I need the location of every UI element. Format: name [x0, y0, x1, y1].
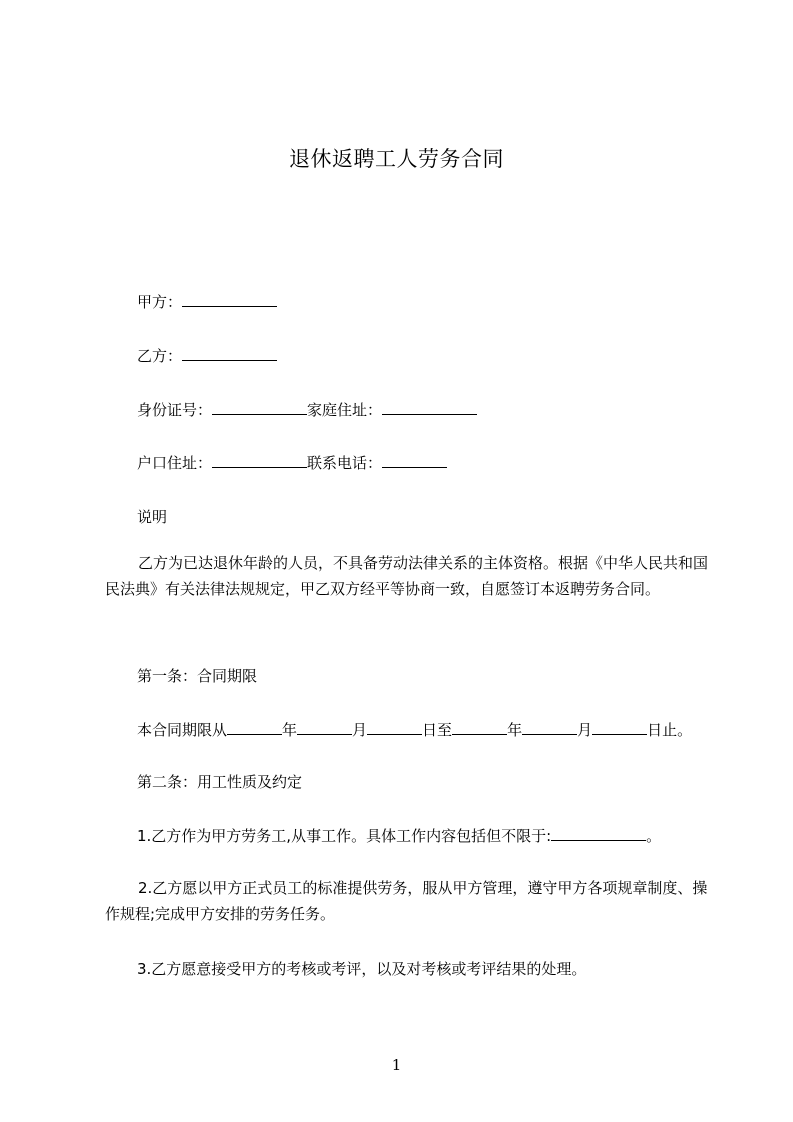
clause3-line: 3.乙方愿意接受甲方的考核或考评，以及对考核或考评结果的处理。	[137, 960, 587, 978]
phone-label: 联系电话：	[307, 454, 383, 472]
id-blank	[212, 400, 307, 415]
hukou-address-blank	[212, 453, 307, 468]
party-b-label: 乙方：	[137, 347, 183, 365]
contract-term-line	[137, 719, 692, 740]
article2-heading: 第二条：用工性质及约定	[137, 773, 303, 791]
article1-heading: 第一条：合同期限	[137, 667, 258, 685]
party-a-line	[137, 291, 277, 312]
hukou-phone-line	[137, 452, 447, 473]
party-b-blank	[182, 346, 277, 361]
term-end-month-blank	[522, 720, 577, 735]
clause1-blank	[551, 826, 646, 841]
clause1-line	[137, 825, 661, 846]
party-a-blank	[182, 292, 277, 307]
term-end-year-blank	[452, 720, 507, 735]
term-year2: 年	[507, 721, 523, 739]
explanation-paragraph: 乙方为已达退休年龄的人员，不具备劳动法律关系的主体资格。根据《中华人民共和国民法典》有关法律法规规定，甲乙双方经平等协商一致，自愿签订本返聘劳务合同。	[105, 554, 709, 598]
home-address-label: 家庭住址：	[307, 401, 383, 419]
clause1-end: 。	[646, 827, 662, 845]
document-title: 退休返聘工人劳务合同	[289, 147, 504, 171]
term-end-day-blank	[592, 720, 647, 735]
home-address-blank	[382, 400, 477, 415]
party-b-line	[137, 345, 277, 366]
term-month1: 月	[352, 721, 368, 739]
term-start-day-blank	[367, 720, 422, 735]
id-address-line	[137, 399, 477, 420]
hukou-address-label: 户口住址：	[137, 454, 213, 472]
explanation-heading: 说明	[137, 508, 168, 526]
page-number: 1	[391, 1056, 402, 1074]
term-start-year-blank	[227, 720, 282, 735]
clause1-text: 1.乙方作为甲方劳务工,从事工作。具体工作内容包括但不限于:	[137, 827, 552, 845]
term-prefix: 本合同期限从	[137, 721, 228, 739]
phone-blank	[382, 453, 447, 468]
term-end: 日止。	[647, 721, 693, 739]
party-a-label: 甲方：	[137, 293, 183, 311]
clause2-paragraph: 2.乙方愿以甲方正式员工的标准提供劳务，服从甲方管理，遵守甲方各项规章制度、操作规程;完成甲方安排的劳务任务。	[105, 879, 708, 923]
term-year1: 年	[282, 721, 298, 739]
term-start-month-blank	[297, 720, 352, 735]
term-month2: 月	[577, 721, 593, 739]
id-label: 身份证号：	[137, 401, 213, 419]
term-day1-to: 日至	[422, 721, 453, 739]
